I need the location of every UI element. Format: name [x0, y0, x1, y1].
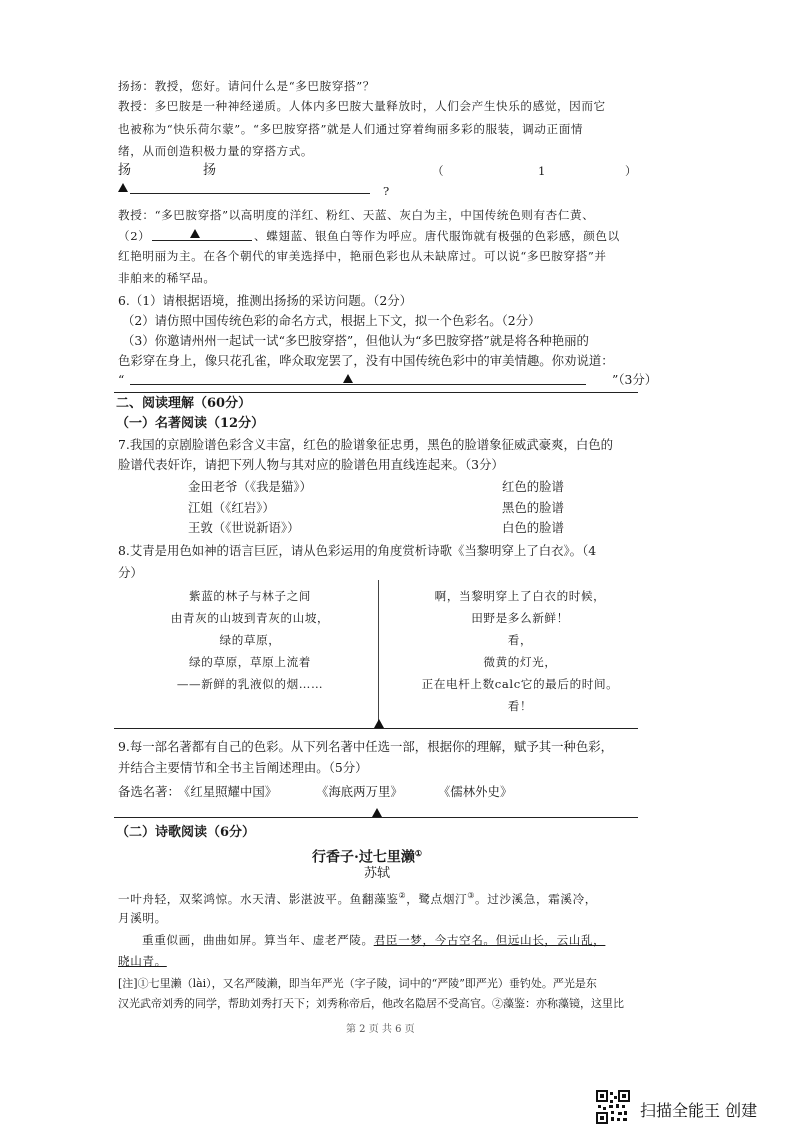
poem-line-2: 月溪明。 [118, 911, 167, 925]
q9-text-1: 9.每一部名著都有自己的色彩。从下列名著中任选一部，根据你的理解，赋予其一种色彩， [118, 739, 614, 754]
q8-text-2: 分） [118, 565, 143, 580]
interview-line-8: 、蝶翅蓝、银鱼白等作为呼应。唐代服饰就有极强的色彩感，颜色以 [254, 229, 620, 243]
triangle-marker-icon [343, 374, 353, 383]
scanner-watermark-label: 扫描全能王 创建 [640, 1101, 758, 1120]
poem-line-1-text-b: ，鹭点烟汀 [406, 891, 468, 906]
interview-line-7: 教授：“多巴胺穿搭”以高明度的洋红、粉红、天蓝、灰白为主，中国传统色则有杏仁黄、 [118, 208, 595, 222]
qr-code-icon [596, 1090, 630, 1124]
answer-line-4 [114, 728, 638, 729]
poem-note-3: ③ [467, 891, 476, 900]
poem-right-line: 田野是多么新鲜！ [471, 611, 569, 625]
poem-left-line: ——新鲜的乳液似的烟…… [176, 677, 324, 691]
q6-part-3-cont: 色彩穿在身上，像只花孔雀，哗众取宠罢了，没有中国传统色彩中的审美情趣。你劝说道： [118, 353, 614, 368]
q8-text-1: 8.艾青是用色如神的语言巨匠，请从色彩运用的角度赏析诗歌《当黎明穿上了白衣》。（4 [118, 543, 597, 558]
poem-right-line: 啊，当黎明穿上了白衣的时候， [434, 589, 606, 603]
poem-title [312, 845, 422, 866]
answer-line-3 [130, 384, 586, 385]
section-divider [114, 392, 638, 393]
section-2-title: 二、阅读理解（60分） [116, 396, 252, 411]
answer-line-5 [114, 817, 638, 818]
poem-line-1 [118, 888, 597, 907]
q6-part-3: （3）你邀请州州一起试一试“多巴胺穿搭”，但他认为“多巴胺穿搭”就是将各种艳丽的 [122, 333, 589, 348]
interview-blank-2-label: （2） [118, 229, 151, 243]
q7-text-1: 7.我国的京剧脸谱色彩含义丰富，红色的脸谱象征忠勇，黑色的脸谱象征威武豪爽，白色的 [118, 437, 614, 452]
poem-note-2: ② [398, 891, 407, 900]
interview-line-2: 教授：多巴胺是一种神经递质。人体内多巴胺大量释放时，人们会产生快乐的感觉，因而它 [118, 99, 606, 113]
q7-right-item: 黑色的脸谱 [502, 500, 564, 515]
blank-number-1: 1 [538, 164, 546, 178]
poem-left-line: 由青灰的山坡到青灰的山坡， [170, 611, 330, 625]
poem-right-line: 看， [507, 633, 533, 647]
section-2-sub-1: （一）名著阅读（12分） [116, 416, 265, 431]
poem-left-line: 绿的草原， [219, 633, 281, 647]
interview-speaker-2: 扬 [203, 163, 217, 178]
answer-line-2 [152, 240, 252, 241]
poem-right-line: 看！ [507, 699, 533, 713]
q6-open-quote: “ [118, 372, 125, 387]
blank-paren-close: ） [625, 164, 638, 178]
poem-line-1-text-c: 。过沙溪急，霜溪冷， [475, 891, 597, 906]
interview-speaker-1: 扬 [118, 163, 132, 178]
triangle-marker-icon [372, 808, 382, 817]
poem-title-text: 行香子·过七里濑 [312, 849, 415, 866]
q7-right-item: 白色的脸谱 [502, 520, 564, 535]
poem-note-line-1: [注]①七里濑（lài），又名严陵濑，即当年严光（字子陵，词中的“严陵”即严光）垂钓处。严光是东 [118, 977, 597, 990]
poem-line-3-underlined: 君臣一梦，今古空名。但远山长，云山乱， [373, 933, 606, 947]
blank-paren-open: （ [432, 164, 445, 178]
q9-option: 《儒林外史》 [438, 784, 513, 799]
poem-line-3-text-a: 重重似画，曲曲如屏。算当年、虚老严陵。 [142, 933, 374, 947]
poem-left-line: 绿的草原，草原上流着 [189, 655, 311, 669]
poem-left-line: 紫蓝的林子与林子之间 [189, 589, 311, 603]
interview-line-10: 非舶来的稀罕品。 [118, 271, 216, 285]
page-number: 第 2 页 共 6 页 [346, 1024, 415, 1035]
poem-divider [378, 580, 379, 728]
poem-right-line: 正在电杆上数calc它的最后的时间。 [421, 677, 619, 691]
q7-left-item: 王敦（《世说新语》） [188, 520, 300, 535]
interview-line-1: 扬扬：教授，您好。请问什么是“多巴胺穿搭”？ [118, 79, 375, 93]
interview-line-3: 也被称为“快乐荷尔蒙”。“多巴胺穿搭”就是人们通过穿着绚丽多彩的服装，调动正面情 [118, 122, 584, 136]
poem-right-line: 微黄的灯光， [483, 655, 557, 669]
q6-part-2: （2）请仿照中国传统色彩的命名方式，根据上下文，拟一个色彩名。（2分） [122, 313, 541, 328]
q7-left-item: 金田老爷（《我是猫》） [188, 479, 312, 494]
interview-line-9: 红艳明丽为主。在各个朝代的审美选择中，艳丽色彩也从未缺席过。可以说“多巴胺穿搭”并 [118, 249, 607, 263]
poem-line-1-text: 一叶舟轻，双桨鸿惊。水天清、影湛波平。鱼翻藻鉴 [118, 891, 399, 906]
poem-author: 苏轼 [364, 866, 391, 881]
q6-part-1: 6.（1）请根据语境，推测出扬扬的采访问题。（2分） [118, 293, 412, 308]
q9-text-2: 并结合主要情节和全书主旨阐述理由。（5分） [118, 760, 368, 775]
poetry-section-title: （二）诗歌阅读（6分） [116, 825, 256, 840]
poem-title-note: ① [414, 848, 423, 858]
answer-line-1 [130, 193, 370, 194]
q9-options-label: 备选名著： [118, 784, 180, 799]
poem-note-line-2: 汉光武帝刘秀的同学，帮助刘秀打天下；刘秀称帝后，他改名隐居不受高官。②藻鉴：亦称藻镜，这里比 [118, 997, 624, 1010]
triangle-marker-icon [118, 183, 128, 192]
q6-points: ”（3分） [612, 372, 658, 387]
poem-line-3 [142, 932, 605, 948]
question-mark: ? [383, 184, 390, 198]
q9-option: 《红星照耀中国》 [178, 784, 278, 799]
triangle-marker-icon [190, 229, 200, 238]
q7-text-2: 脸谱代表奸诈，请把下列人物与其对应的脸谱色用直线连起来。（3分） [118, 457, 504, 472]
q9-option: 《海底两万里》 [316, 784, 403, 799]
poem-line-4: 晓山青。 [118, 954, 167, 968]
triangle-marker-icon [374, 719, 384, 728]
q7-right-item: 红色的脸谱 [502, 479, 564, 494]
interview-line-4: 绪，从而创造积极力量的穿搭方式。 [118, 144, 314, 158]
q7-left-item: 江姐（《红岩》） [188, 500, 275, 515]
